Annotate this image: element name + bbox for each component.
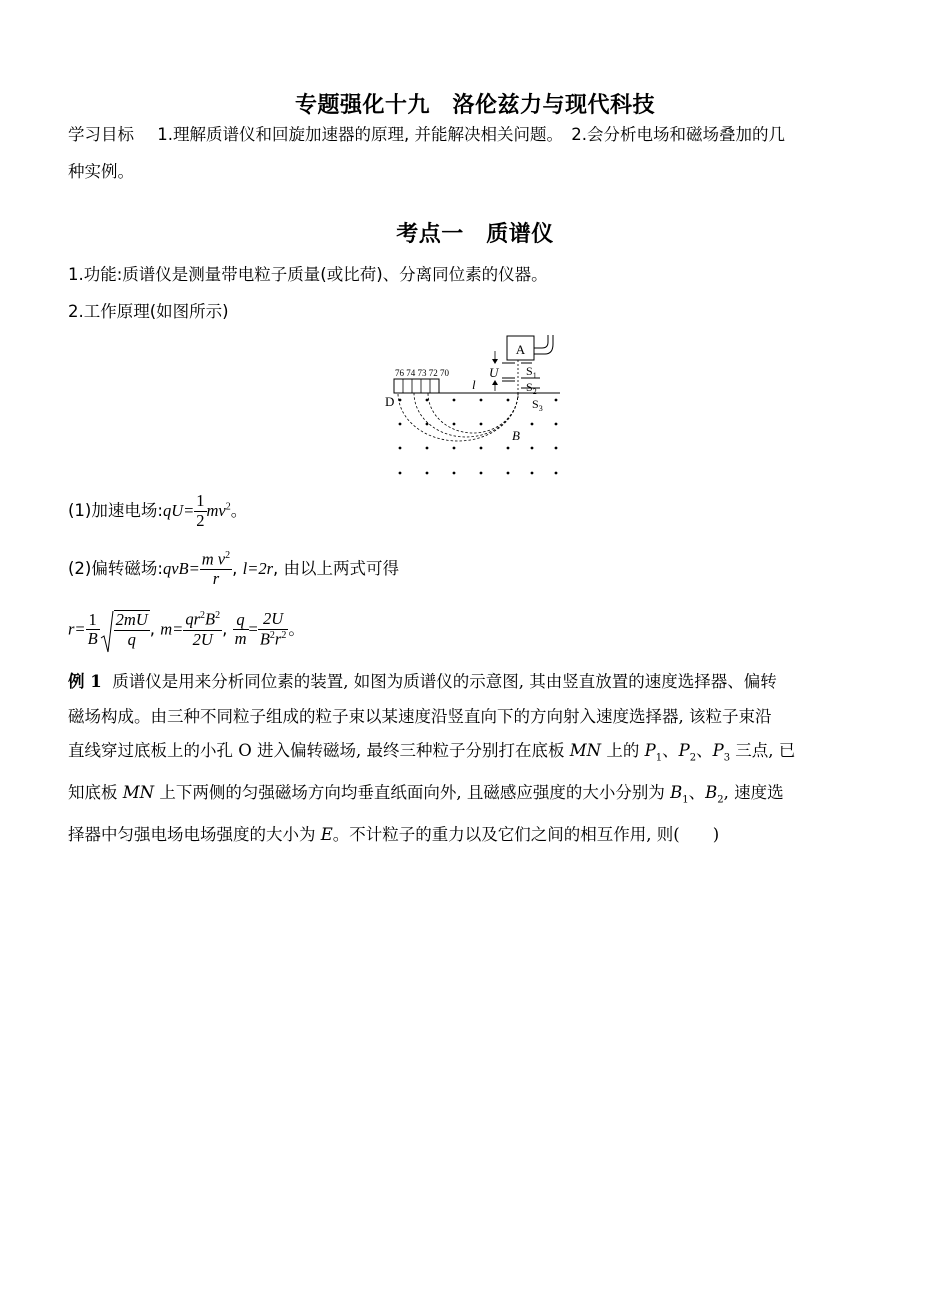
label-l: l — [472, 377, 476, 392]
example-1 — [68, 665, 888, 852]
eq1-rhs: mv — [206, 500, 226, 520]
eq3-r-fraction: $\frac{1}{B}$ — [87, 609, 98, 649]
label-d: D — [385, 394, 395, 409]
eq1-prefix: (1)加速电场: — [68, 500, 163, 520]
eq2-prefix: (2)偏转磁场: — [68, 559, 163, 579]
u-arrowhead-top — [492, 359, 498, 364]
eq1-fraction: $\frac{1}{2}$ — [196, 491, 205, 530]
doc-title: 专题强化十九 洛伦兹力与现代科技 — [294, 93, 655, 118]
section-title: 考点一 质谱仪 — [396, 222, 554, 247]
label-a: A — [515, 342, 526, 357]
eq3-rhs-fraction: $\frac{2U}{B^2r^2}$ — [259, 609, 287, 649]
example-line4: 知底板 MN 上下两侧的匀强磁场方向均垂直纸面向外, 且磁感应强度的大小分别为 $B_1$、$B_2$, 速度选 — [68, 782, 784, 806]
function-paragraph: 1.功能:质谱仪是测量带电粒子质量(或比荷)、分离同位素的仪器。 — [68, 265, 548, 284]
mass-spectrometer-figure — [382, 333, 574, 481]
example-line2: 磁场构成。由三种不同粒子组成的粒子束以某速度沿竖直向下的方向射入速度选择器, 该粒子束沿 — [68, 706, 772, 726]
trajectory-2 — [414, 393, 518, 437]
trajectory-1 — [398, 393, 518, 441]
eq3-sqrt: $\frac{2mU}{q}$ — [100, 610, 150, 650]
label-u: U — [489, 365, 499, 380]
equation-deflection: (2)偏转磁场:qvB= $\frac{m v^2}{r}$ , l=2r, 由以上两式可得 — [68, 549, 399, 589]
eq2-l: l=2r — [242, 559, 273, 579]
example-line5: 择器中匀强电场电场强度的大小为 E。不计粒子的重力以及它们之间的相互作用, 则( ) — [68, 824, 720, 844]
objectives-line1: 1.理解质谱仪和回旋加速器的原理, 并能解决相关问题。 2.会分析电场和磁场叠加的几 — [157, 125, 785, 144]
label-s1: $S_1$ — [526, 364, 537, 380]
u-arrowhead-bottom — [492, 380, 498, 385]
equation-results: r= $\frac{1}{B}$ $\frac{2mU}{q}$ , m= $\frac{qr^2B^2}{2U}$ , $\frac{q}{m}$ = $\frac{2U}{B^2r^2}$ 。 — [68, 610, 305, 650]
trajectory-3 — [428, 393, 518, 433]
label-b: B — [512, 428, 520, 443]
eq2-lhs: qvB= — [162, 559, 200, 579]
eq2-fraction: $\frac{m v^2}{r}$ — [201, 549, 231, 589]
eq2-suffix: , 由以上两式可得 — [273, 559, 399, 579]
example-label: 例 1 — [68, 672, 102, 691]
equation-acceleration: (1)加速电场:qU= $\frac{1}{2}$ $mv^2$。 — [68, 491, 248, 530]
pipe-shape — [534, 335, 553, 354]
label-s3: $S_3$ — [532, 397, 543, 413]
label-s2: $S_2$ — [526, 380, 537, 396]
scale-box — [394, 379, 439, 393]
eq3-m-fraction: $\frac{qr^2B^2}{2U}$ — [185, 609, 221, 649]
example-line1: 质谱仪是用来分析同位素的装置, 如图为质谱仪的示意图, 其由竖直放置的速度选择器、偏转 — [112, 672, 777, 691]
objectives-label: 学习目标 — [68, 125, 134, 144]
eq3-q-fraction: $\frac{q}{m}$ — [234, 609, 247, 649]
eq1-lhs: qU= — [162, 500, 195, 520]
example-line3: 直线穿过底板上的小孔 O 进入偏转磁场, 最终三种粒子分别打在底板 MN 上的 $P_1$、$P_2$、$P_3$ 三点, 已 — [68, 741, 796, 764]
scale-labels: 76 74 73 72 70 — [395, 368, 449, 378]
learning-objectives — [68, 116, 888, 190]
principle-paragraph: 2.工作原理(如图所示) — [68, 302, 229, 321]
objectives-line2: 种实例。 — [68, 162, 134, 181]
